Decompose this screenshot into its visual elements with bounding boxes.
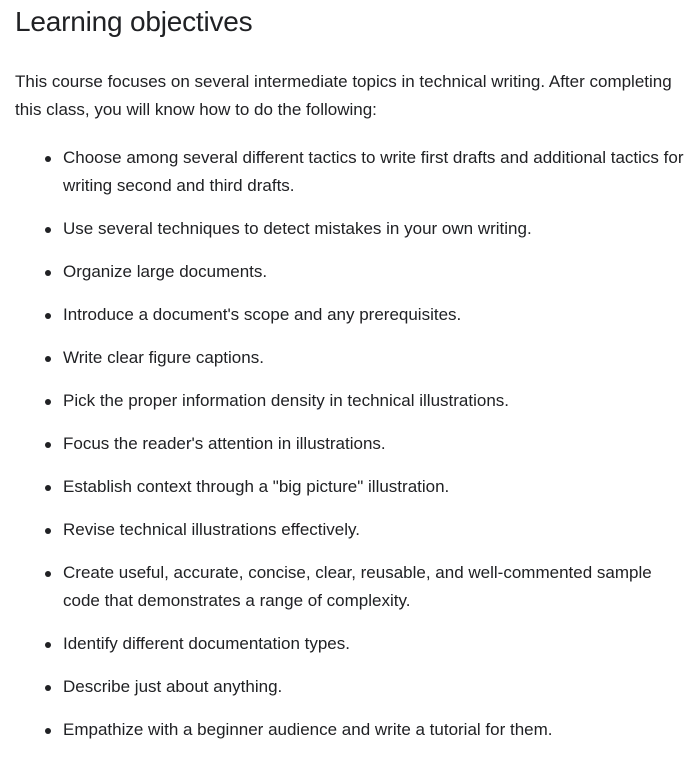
list-item: Choose among several different tactics to write first drafts and additional tactics for writing second and third drafts. xyxy=(63,144,688,200)
list-item: Pick the proper information density in technical illustrations. xyxy=(63,387,688,415)
list-item: Revise technical illustrations effectively. xyxy=(63,516,688,544)
list-item: Empathize with a beginner audience and write a tutorial for them. xyxy=(63,716,688,744)
list-item: Describe just about anything. xyxy=(63,673,688,701)
intro-paragraph: This course focuses on several intermediate topics in technical writing. After completing this class, you will know how to do the following: xyxy=(15,72,672,119)
objectives-list xyxy=(0,144,688,759)
list-item: Focus the reader's attention in illustrations. xyxy=(63,430,688,458)
list-item: Write clear figure captions. xyxy=(63,344,688,372)
list-item: Use several techniques to detect mistakes in your own writing. xyxy=(63,215,688,243)
list-item: Identify different documentation types. xyxy=(63,630,688,658)
list-item: Organize large documents. xyxy=(63,258,688,286)
list-item: Introduce a document's scope and any prerequisites. xyxy=(63,301,688,329)
page-title: Learning objectives xyxy=(15,6,253,37)
list-item: Establish context through a "big picture" illustration. xyxy=(63,473,688,501)
list-item: Create useful, accurate, concise, clear, reusable, and well-commented sample code that demonstrates a range of complexity. xyxy=(63,559,688,615)
